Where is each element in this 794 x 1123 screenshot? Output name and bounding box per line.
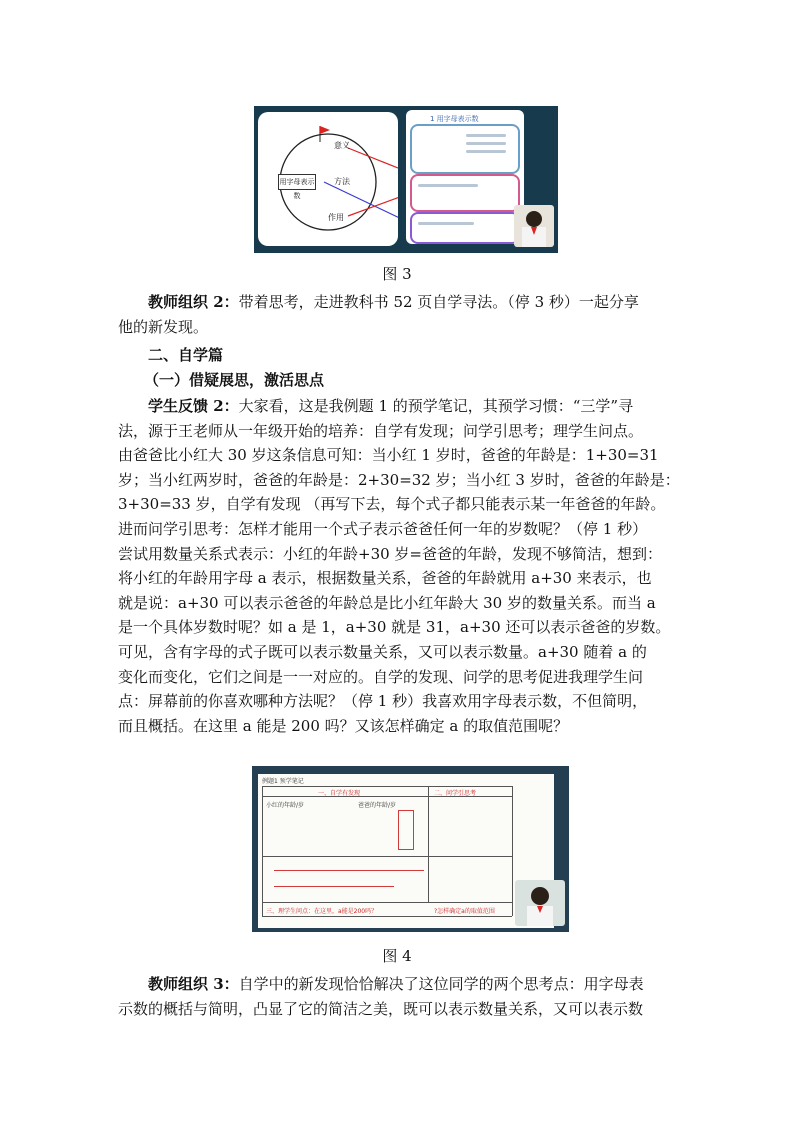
red-underline bbox=[274, 870, 424, 871]
paragraph-student-2 bbox=[118, 394, 683, 738]
paragraph-teacher-2 bbox=[118, 290, 683, 339]
panel-text-row bbox=[466, 134, 506, 137]
text-line: 将小红的年龄用字母 a 表示，根据数量关系，爸爸的年龄就用 a+30 来表示，也 bbox=[118, 569, 652, 588]
figure-4-caption: 图 4 bbox=[382, 947, 412, 965]
text-line: 而且概括。在这里 a 能是 200 吗？又该怎样确定 a 的取值范围呢？ bbox=[118, 716, 569, 735]
bottom-note: 三、理学生问点：在这里，a能是200吗？ bbox=[266, 908, 378, 915]
text-line: 变化而变化，它们之间是一一对应的。自学的发现、问学的思考促进我理学生问 bbox=[118, 667, 644, 686]
paragraph-label: 教师组织 2： bbox=[148, 293, 239, 311]
text-line: 是一个具体岁数时呢？如 a 是 1，a+30 就是 31，a+30 还可以表示爸爸的岁数。 bbox=[118, 618, 671, 637]
panel-text-row bbox=[466, 142, 506, 145]
figure-4-image bbox=[252, 766, 569, 932]
text-line: 可见，含有字母的式子既可以表示数量关系，又可以表示数量。a+30 随着 a 的 bbox=[118, 642, 647, 661]
column-self-discovery: 一、自学有发现 bbox=[318, 790, 361, 797]
figure-3-image bbox=[254, 106, 558, 253]
text-line: 由爸爸比小红大 30 岁这条信息可知：当小红 1 岁时，爸爸的年龄是：1+30=31 bbox=[118, 446, 659, 465]
text-line: 示数的概括与简明，凸显了它的简洁之美，既可以表示数量关系，又可以表示数 bbox=[118, 999, 644, 1018]
text-line: 他的新发现。 bbox=[118, 317, 209, 336]
grid-line bbox=[262, 902, 512, 903]
panel-frame-1 bbox=[410, 124, 520, 174]
text-line: 教师组织 3：自学中的新发现恰恰解决了这位同学的两个思考点：用字母表 bbox=[148, 975, 644, 993]
text-line: 进而问学引思考：怎样才能用一个式子表示爸爸任何一年的岁数呢？（停 1 秒） bbox=[118, 519, 648, 538]
grid-line bbox=[262, 786, 263, 916]
text-line: 尝试用数量关系式表示：小红的年龄+30 岁=爸爸的年龄，发现不够简洁，想到： bbox=[118, 544, 662, 563]
branch-meaning: 意义 bbox=[334, 141, 350, 150]
column-inquiry: 二、问学引思考 bbox=[434, 790, 477, 797]
row-header-father-age: 爸爸的年龄/岁 bbox=[358, 802, 397, 809]
branch-usage: 作用 bbox=[328, 213, 344, 222]
panel-frame-3 bbox=[410, 212, 520, 244]
grid-line bbox=[262, 786, 512, 787]
section-heading: 二、自学篇 bbox=[148, 346, 224, 364]
video-inset-student bbox=[515, 880, 565, 926]
paragraph-label: 学生反馈 2： bbox=[148, 397, 239, 415]
grid-line bbox=[428, 786, 429, 902]
highlight-box bbox=[398, 810, 414, 850]
branch-method: 方法 bbox=[334, 177, 350, 186]
notes-sheet bbox=[258, 774, 554, 928]
red-underline bbox=[274, 886, 394, 887]
grid-line bbox=[262, 916, 512, 917]
paragraph-teacher-3 bbox=[118, 972, 683, 1021]
panel-text-row bbox=[466, 150, 506, 153]
panel-title: 1 用字母表示数 bbox=[430, 115, 479, 123]
subsection-heading: （一）借疑展思，激活思点 bbox=[144, 371, 325, 389]
note-title: 例题1 预学笔记 bbox=[262, 778, 304, 785]
text-line: 点：屏幕前的你喜欢哪种方法呢？（停 1 秒）我喜欢用字母表示数，不但简明， bbox=[118, 692, 648, 711]
text-line: 3+30=33 岁，自学有发现 （再写下去，每个式子都只能表示某一年爸爸的年龄。 bbox=[118, 495, 666, 514]
panel-frame-2 bbox=[410, 174, 520, 212]
grid-line bbox=[512, 786, 513, 916]
text-line: 岁；当小红两岁时，爸爸的年龄是：2+30=32 岁；当小红 3 岁时，爸爸的年龄是： bbox=[118, 470, 680, 489]
panel-text-row bbox=[418, 222, 474, 225]
text-line: 教师组织 2：带着思考，走进教科书 52 页自学寻法。（停 3 秒）一起分享 bbox=[148, 293, 639, 311]
mind-map-card bbox=[258, 112, 398, 246]
person-illustration bbox=[514, 205, 554, 247]
right-note: ?怎样确定a的取值范围 bbox=[434, 908, 495, 915]
grid-line bbox=[262, 856, 512, 857]
center-label: 用字母表示数 bbox=[278, 174, 316, 190]
text-line: 学生反馈 2：大家看，这是我例题 1 的预学笔记，其预学习惯：“三学”寻 bbox=[148, 397, 634, 415]
row-header-child-age: 小红的年龄/岁 bbox=[266, 802, 305, 809]
video-inset-person bbox=[514, 205, 554, 247]
figure-3-caption: 图 3 bbox=[382, 265, 412, 283]
text-line: 法，源于王老师从一年级开始的培养：自学有发现；问学引思考；理学生问点。 bbox=[118, 421, 644, 440]
text-line: 就是说：a+30 可以表示爸爸的年龄总是比小红年龄大 30 岁的数量关系。而当 a bbox=[118, 593, 656, 612]
paragraph-label: 教师组织 3： bbox=[148, 975, 239, 993]
student-illustration bbox=[515, 880, 565, 926]
textbook-panel bbox=[406, 110, 524, 244]
panel-text-row bbox=[418, 184, 478, 187]
